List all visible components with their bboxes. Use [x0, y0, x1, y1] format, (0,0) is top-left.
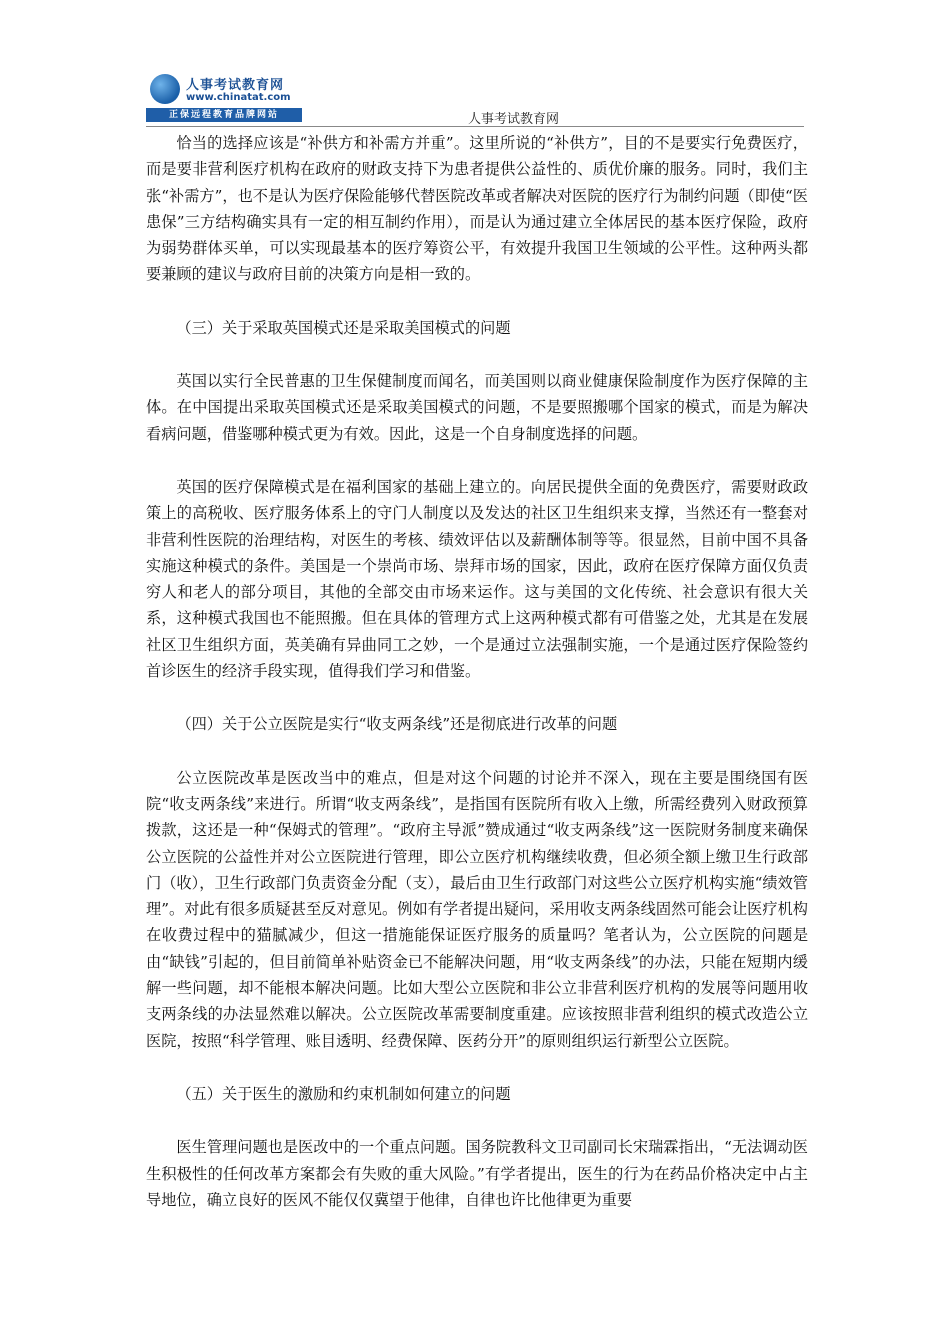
logo-tagline: 正保远程教育品牌网站	[146, 108, 302, 122]
paragraph: 公立医院改革是医改当中的难点，但是对这个问题的讨论并不深入，现在主要是围绕国有医院“收支两条线”来进行。所谓“收支两条线”，是指国有医院所有收入上缴，所需经费列入财政预算拨款，这还是一种“保姆式的管理”。“政府主导派”赞成通过“收支两条线”这一医院财务制度来确保公立医院的公益性并对公立医院进行管理，即公立医疗机构继续收费，但必须全额上缴卫生行政部门（收），卫生行政部门负责资金分配（支），最后由卫生行政部门对这些公立医疗机构实施“绩效管理”。对此有很多质疑甚至反对意见。例如有学者提出疑问，采用收支两条线固然可能会让医疗机构在收费过程中的猫腻减少，但这一措施能保证医疗服务的质量吗？笔者认为，公立医院的问题是由“缺钱”引起的，但目前简单补贴资金已不能解决问题，用“收支两条线”的办法，只能在短期内缓解一些问题，却不能根本解决问题。比如大型公立医院和非公立非营利医疗机构的发展等问题用收支两条线的办法显然难以解决。公立医院改革需要制度重建。应该按照非营利组织的模式改造公立医院，按照“科学管理、账目透明、经费保障、医药分开”的原则组织运行新型公立医院。	[146, 768, 808, 1050]
paragraph: 医生管理问题也是医改中的一个重点问题。国务院教科文卫司副司长宋瑞霖指出，“无法调动医生积极性的任何改革方案都会有失败的重大风险。”有学者提出，医生的行为在药品价格决定中占主导地位，确立良好的医风不能仅仅冀望于他律，自律也许比他律更为重要	[146, 1138, 808, 1209]
paragraph: 英国的医疗保障模式是在福利国家的基础上建立的。向居民提供全面的免费医疗，需要财政政策上的高税收、医疗服务体系上的守门人制度以及发达的社区卫生组织来支撑，当然还有一整套对非营利性医院的治理结构，对医生的考核、绩效评估以及薪酬体制等等。很显然，目前中国不具备实施这种模式的条件。美国是一个崇尚市场、崇拜市场的国家，因此，政府在医疗保障方面仅负责穷人和老人的部分项目，其他的全部交由市场来运作。这与美国的文化传统、社会意识有很大关系，这种模式我国也不能照搬。但在具体的管理方式上这两种模式都有可借鉴之处，尤其是在发展社区卫生组织方面，英美确有异曲同工之妙，一个是通过立法强制实施，一个是通过医疗保险签约首诊医生的经济手段实现，值得我们学习和借鉴。	[146, 477, 808, 681]
paragraph: 英国以实行全民普惠的卫生保健制度而闻名，而美国则以商业健康保险制度作为医疗保障的主体。在中国提出采取英国模式还是采取美国模式的问题，不是要照搬哪个国家的模式，而是为解决看病问题，借鉴哪种模式更为有效。因此，这是一个自身制度选择的问题。	[146, 372, 808, 443]
logo-name: 人事考试教育网	[186, 78, 285, 93]
globe-icon	[150, 74, 180, 104]
document-body	[146, 130, 808, 1213]
header-divider	[146, 126, 804, 127]
site-logo[interactable]	[146, 68, 302, 124]
section-heading: （四）关于公立医院是实行“收支两条线”还是彻底进行改革的问题	[176, 715, 618, 734]
section-heading: （五）关于医生的激励和约束机制如何建立的问题	[176, 1084, 511, 1103]
section-heading: （三）关于采取英国模式还是采取美国模式的问题	[176, 318, 511, 337]
logo-url: www.chinatat.com	[186, 92, 291, 103]
header-title: 人事考试教育网	[468, 112, 560, 127]
paragraph: 恰当的选择应该是“补供方和补需方并重”。这里所说的“补供方”，目的不是要实行免费医疗，而是要非营利医疗机构在政府的财政支持下为患者提供公益性的、质优价廉的服务。同时，我们主张“补需方”，也不是认为医疗保险能够代替医院改革或者解决对医院的医疗行为制约问题（即使“医患保”三方结构确实具有一定的相互制约作用），而是认为通过建立全体居民的基本医疗保险，政府为弱势群体买单，可以实现最基本的医疗筹资公平，有效提升我国卫生领域的公平性。这种两头都要兼顾的建议与政府目前的决策方向是相一致的。	[146, 134, 808, 284]
